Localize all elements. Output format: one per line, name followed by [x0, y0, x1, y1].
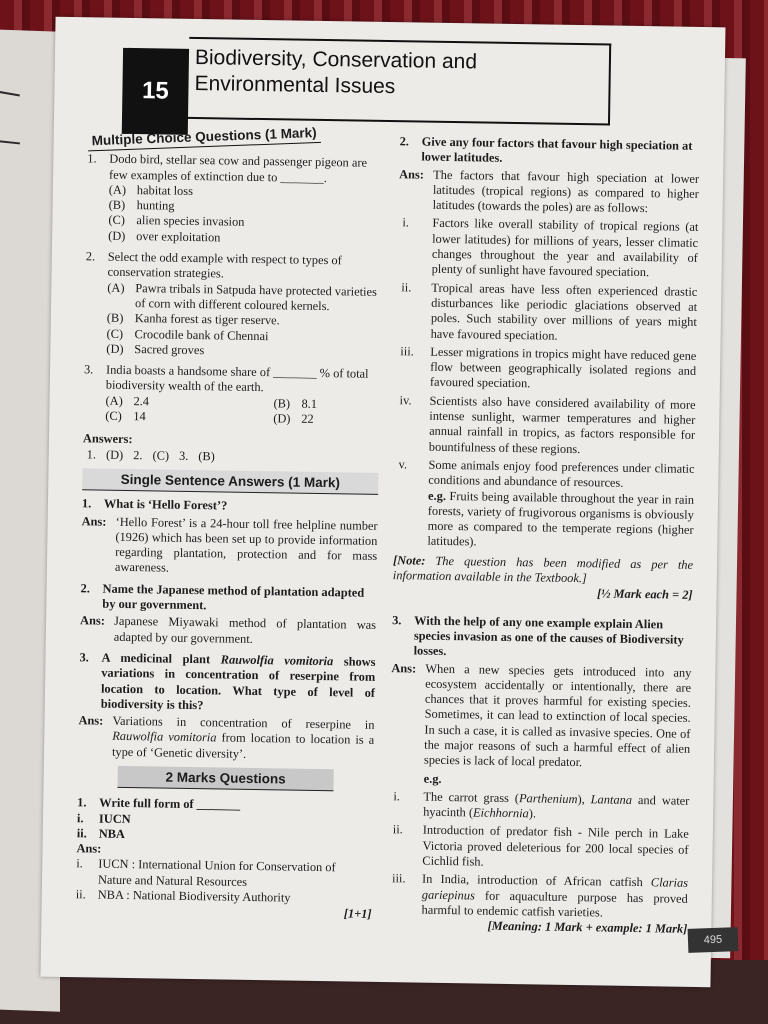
left-column: [75, 125, 383, 922]
answer-text: IUCN : International Union for Conservation of Nature and Natural Resources: [97, 857, 336, 889]
option-text: habitat loss: [136, 182, 194, 198]
chapter-number: 15: [122, 48, 189, 135]
item-text: In India, introduction of African catfish: [421, 872, 651, 890]
item-text: for aquaculture purpose has proved harmful to endemic catfish varieties.: [421, 888, 688, 920]
part-text: IUCN: [98, 811, 131, 826]
marks-note: [½ Mark each = 2]: [596, 586, 693, 603]
ssa-question-2: [80, 581, 376, 616]
chapter-title: [194, 45, 615, 104]
question-text: India boasts a handsome share of _______ % of total biodiversity wealth of the earth.: [105, 362, 369, 395]
factor-item: [395, 393, 696, 459]
option-letter: (A): [107, 280, 125, 295]
option-letter: (D): [108, 228, 126, 243]
question-text: A medicinal plant: [101, 650, 221, 667]
example-item: [387, 871, 688, 922]
item-label: iv.: [399, 392, 412, 408]
factor-item: [398, 216, 699, 282]
two-mark-question-2: [399, 134, 699, 169]
answers-row: [83, 447, 379, 467]
answer-value: (D): [105, 447, 124, 462]
mcq-question-1: [86, 152, 383, 248]
option-letter: (A): [105, 393, 123, 408]
species-name: Lantana: [590, 792, 633, 807]
part-label: i.: [76, 856, 83, 871]
option-text: 22: [301, 411, 314, 426]
question-number: 1.: [81, 496, 92, 511]
chapter-title-line-1: Biodiversity, Conservation and: [194, 45, 478, 74]
item-label: iii.: [391, 871, 406, 886]
option-letter: (B): [108, 197, 126, 213]
species-name: Rauwolfia vomitoria: [112, 729, 217, 745]
part-label: ii.: [76, 826, 87, 841]
mcq-question-3: [83, 362, 380, 428]
question-text: shows variations in concentration of reserpine from location to location. What type of level of biodiversity is this?: [100, 654, 376, 712]
option-letter: (B): [106, 310, 124, 326]
question-number: 3.: [79, 650, 89, 665]
item-text: The carrot grass (: [423, 789, 520, 806]
item-label: iii.: [400, 344, 414, 359]
ssa-answer-1: [81, 514, 378, 580]
chapter-title-line-2: Environmental Issues: [194, 71, 396, 99]
option-letter: (C): [106, 326, 124, 341]
item-text: Lesser migrations in tropics might have reduced gene flow between geographically isolated regions and favoured speciation.: [429, 344, 697, 391]
two-mark-heading: 2 Marks Questions: [117, 766, 333, 792]
question-number: 2.: [399, 134, 410, 149]
document-page: [41, 17, 726, 987]
option-text: 2.4: [133, 393, 150, 409]
left-page-rule: [0, 136, 20, 144]
marks-note: [Meaning: 1 Mark + example: 1 Mark]: [487, 918, 688, 937]
marks-note: [1+1]: [343, 906, 372, 922]
page-number: 495: [688, 927, 739, 953]
example-text: Fruits being available throughout the year in rain forests, variety of frugivorous organisms is obviously more as compared to the temperate regions (higher latitudes).: [427, 488, 695, 549]
ans-label: Ans:: [78, 713, 104, 728]
option-text: 8.1: [301, 396, 318, 411]
answer-number: 1.: [86, 446, 97, 462]
option: [106, 341, 380, 361]
question-text: With the help of any one example explain Alien species invasion as one of the causes of Biodiversity losses.: [413, 613, 684, 659]
question-text: Write full form of _______: [99, 795, 241, 813]
ssa-question-1: [82, 497, 378, 517]
answer-number: 3.: [178, 448, 189, 463]
option-letter: (A): [108, 182, 127, 197]
two-mark-answer: [76, 857, 372, 892]
ssa-answer-3: [78, 713, 375, 764]
item-label: i.: [393, 789, 401, 804]
item-label: v.: [398, 457, 408, 472]
question-number: 2.: [80, 580, 91, 596]
question-number: 2.: [85, 249, 96, 264]
part-label: ii.: [75, 887, 86, 902]
answer-text-block: [390, 661, 692, 773]
question-text: Select the odd example with respect to types of conservation strategies.: [107, 249, 342, 281]
item-text: and water hyacinth (: [423, 792, 690, 820]
ans-label: Ans:: [76, 841, 102, 856]
item-label: ii.: [392, 822, 403, 837]
ans-label: Ans:: [81, 513, 107, 529]
note-label: [Note:: [392, 552, 426, 568]
ssa-heading: Single Sentence Answers (1 Mark): [82, 468, 378, 495]
item-text: ).: [528, 806, 537, 821]
species-name: Eichhornia: [472, 805, 529, 821]
item-text: ),: [577, 791, 591, 807]
example-item: [389, 789, 689, 824]
option-text: Pawra tribals in Satpuda have protected varieties of corn with different coloured kernels.: [134, 280, 377, 314]
option-text: Kanha forest as tiger reserve.: [134, 311, 280, 328]
option-letter: (C): [108, 213, 126, 228]
factor-item: [396, 344, 697, 395]
example-item: [388, 823, 689, 874]
ssa-question-3: [79, 650, 376, 716]
answer-text: The factors that favour high speciation at lower latitudes (tropical regions) as compared to higher latitudes (towards the poles) are as follows:: [432, 167, 700, 216]
answers-label: Answers:: [82, 431, 133, 447]
item-text: Factors like overall stability of tropical regions (at lower latitudes) for millions of years, lesser climatic changes throughout the year and availability of plenty of sunlight have favoured speciation.: [431, 216, 699, 280]
ans-label: Ans:: [399, 166, 425, 182]
answer-value: (B): [198, 448, 215, 463]
ans-label: Ans:: [391, 660, 417, 676]
left-page-rule: [0, 84, 20, 96]
item-text: Some animals enjoy food preferences under climatic conditions and abundance of resources.: [428, 457, 695, 491]
species-name: Rauwolfia vomitoria: [220, 652, 334, 669]
answer-text: NBA : National Biodiversity Authority: [97, 887, 291, 905]
question-text: Name the Japanese method of plantation adapted by our government.: [102, 581, 365, 613]
factor-item: [397, 280, 698, 346]
mcq-question-2: [84, 249, 382, 361]
ssa-answer-2: [80, 614, 376, 649]
question-number: 1.: [87, 151, 97, 166]
question-number: 3.: [83, 362, 94, 377]
option: [273, 396, 317, 412]
option-text: Crocodile bank of Chennai: [134, 326, 269, 343]
species-name: Parthenium: [518, 791, 578, 806]
two-mark-question-3: [392, 613, 693, 664]
question-text: Give any four factors that favour high speciation at lower latitudes.: [421, 134, 693, 166]
species-name: Clarias gariepinus: [421, 875, 689, 903]
answer-text: from location to location is a type of ‘Genetic diversity’.: [111, 730, 375, 761]
part-text: NBA: [98, 826, 126, 841]
answer-text: ‘Hello Forest’ is a 24-hour toll free helpline number (1926) which has been set up to provide information regarding plantation, protection and for mass awareness.: [114, 514, 378, 576]
part-label: i.: [76, 810, 84, 825]
question-text: What is ‘Hello Forest’?: [103, 496, 228, 513]
option-text: over exploitation: [136, 228, 221, 245]
option: [105, 409, 273, 427]
option-letter: (D): [106, 341, 124, 356]
question-number: 1.: [77, 795, 87, 810]
option-letter: (C): [105, 408, 122, 423]
right-column: [387, 134, 700, 937]
ans-label: Ans:: [79, 613, 106, 628]
answer-text: Variations in concentration of reserpine in: [112, 713, 375, 732]
option-text: hunting: [136, 198, 175, 213]
option: [273, 411, 314, 427]
mcq-heading: Multiple Choice Questions (1 Mark): [87, 123, 321, 152]
answer-intro: [399, 167, 700, 218]
option: [107, 280, 381, 315]
answer-text: Japanese Miyawaki method of plantation was adapted by our government.: [113, 614, 377, 646]
question-number: 3.: [392, 612, 402, 627]
option-letter: (D): [273, 411, 291, 426]
note: [393, 553, 693, 588]
option-text: Sacred groves: [134, 341, 205, 358]
option-text: 14: [133, 409, 146, 424]
answer-number: 2.: [133, 447, 143, 462]
question-text: Dodo bird, stellar sea cow and passenger pigeon are few examples of extinction due to _______.: [109, 151, 368, 185]
option-row: [105, 409, 379, 429]
answer-value: (C): [152, 448, 170, 463]
eg-label: e.g.: [423, 771, 442, 786]
item-text: Introduction of predator fish - Nile perch in Lake Victoria proved deleterious for 200 local species of Cichlid fish.: [422, 823, 689, 869]
factor-item: [393, 457, 694, 553]
item-label: i.: [402, 215, 410, 230]
item-label: ii.: [401, 279, 412, 295]
answer-text: When a new species gets introduced into any ecosystem accidentally or intentionally, there are chances that it proves harmful for existing species. Sometimes, it can lead to extinction of local species. In such a case, it is called as invasive species. One of the major reasons of such a harmful effect of alien species is lack of local predator.: [423, 661, 692, 770]
option-text: alien species invasion: [136, 213, 245, 230]
note-text: The question has been modified as per the information available in the Textbook.]: [392, 553, 694, 586]
item-text: Tropical areas have less often experienced drastic disturbances like periodic glaciations observed at poles. Such stability over millions of years might have favoured speciation.: [430, 280, 698, 343]
option: [108, 228, 382, 248]
option-letter: (B): [273, 396, 291, 411]
eg-label: e.g.: [428, 488, 447, 503]
item-text: Scientists also have considered availability of more intense sunlight, warmer temperatures and higher annual rainfall in tropics, as factors responsible for bountifulness of these regions.: [428, 393, 696, 456]
